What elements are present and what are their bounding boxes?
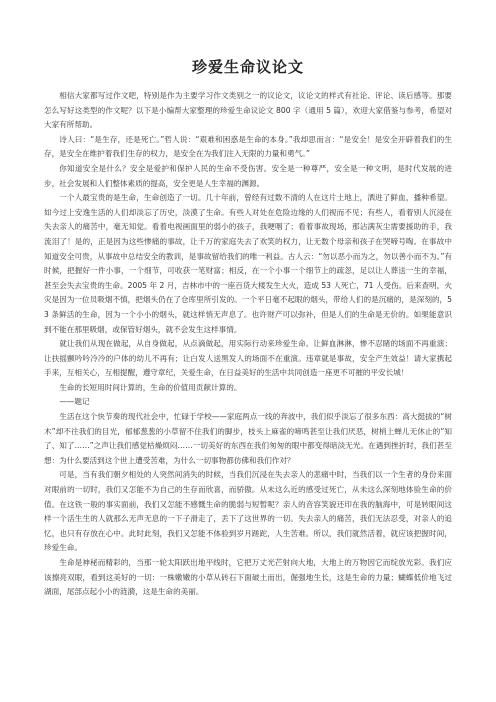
paragraph: 相信大家都写过作文吧，特别是作为主要学习作文类别之一的议论文，议论文的样式有社论、评论、读后感等。那要怎么写好这类型的作文呢？以下是小编帮大家整理的珍爱生命议论文 800 字（通用 5 篇），欢迎大家借鉴与参考，希望对大家有所帮助。 [44, 91, 452, 130]
paragraph: 生命的长短用时间计算的，生命的价值用贡献计算的。 [59, 382, 242, 392]
paragraph: 生命是神秘而精彩的，当那一轮太阳跃出地平线时，它把万丈光芒射向大地，大地上的万物因它而绽放光彩。我们应该擦亮双眼，看到这美好的一切：一株嫩嫩的小草从砖石下面破土而出，倔强地生长，这是生命的力量；蝴蝶低价地飞过湖面，尾部点起小小的涟漪，这是生命的美丽。 [44, 558, 452, 597]
document-title: 珍爱生命议论文 [191, 58, 304, 76]
paragraph: 就让我们从现在做起，从自身做起，从点滴做起，用实际行动来珍爱生命。让鲜血淋淋，惨不忍睹的场面不再重演；让扶摇颤吟吟冷冷的户体的幼儿不再有；让白发人送黑发人的场面不在重演。违章就是事故，安全产生效益！请大家携起手来，互相关心，互相提醒，遵守章纪，关爱生命，在日益美好的生活中共同创造一座更不可摧的平安长城！ [44, 339, 452, 378]
paragraph: 生活在这个快节奏的现代社会中，忙碌于学校——家庭两点一线的奔波中，我们似乎淡忘了很多东西：高大挺拔的“树木”却不往我们的目光，郁郁葱葱的小草留不住我们的脚步，枝头上麻雀的啼鸣甚至让我们厌恶，树梢上蝉儿无休止的“知了、知了……”之声让我们感觉枯燥烦闷……一切美好的东西在我们匆匆的眼中都变得暗淡无光。在遇到挫折时，我们甚至想：为什么要活到这个世上遭受苦难，为什么一切事物都仿佛和我们作对？ [44, 412, 452, 465]
epigraph: ——题记 [59, 397, 90, 407]
paragraph: 可是，当有我们朝夕相处的人突然间消失的时候，当我们沉浸在失去亲人的悲痛中时，当我们以一个生者的身份来面对眼前的一切时，我们又怎能不为自己的生存而欣喜，而骄傲。从未这么近的感受过死亡，从未这么深刻地体验生命的价值。在这铁一般的事实面前，我们又怎能不感慨生命的脆弱与短暂呢？亲人的音容笑貌还印在我的脑海中，可是转眼间这样一个活生生的人就那么无声无息的一下子滑走了，丢下了这世界的一切。失去亲人的痛苦，我们无法忍受，对亲人的追忆，也只有存放在心中。此时此刻，我们又怎能不体验到岁月蹉跎，人生苦难。所以，我们就然活着，就应该把握时间，珍爱生命。 [44, 470, 452, 553]
paragraph: 你知道安全是什么？安全是爱护和保护人民的生命不受伤害。安全是一种尊严，安全是一种文明，是时代发展的进步，社会发展和人们整体素质的提高，安全更是人生幸福的渊源。 [44, 163, 452, 188]
paragraph: 诗人曰：“是生存，还是死亡。”哲人说：“艰难和困惑是生命的本身。”我却思而言：“是安全！是安全开辟着我们的生存，是安全在维护着我们生存的权力，是安全在为我们注入无限的力量和勇气。” [44, 134, 452, 159]
document-body [44, 89, 452, 600]
paragraph: 一个人最宝贵的是生命，生命创造了一切。几十年前，曾经有过数不清的人在这片土地上，洒进了鲜血，播种希望。如今过上安逸生活的人们却淡忘了历史，淡漠了生命。有些人对处在危险边缘的人们视而不见；有些人，看着别人沉浸在失去亲人的痛苦中，毫无知觉。看着电视画面里的弱小的孩子，我哽咽了；看着事故现场，那沾满灰尘需要援助的手，我流泪了！是的，正是因为这些惨痛的事故，让千万的家庭失去了欢笑的权力，让无数个母亲和孩子在哭啼号啕。在事故中知道安全可贵，从事故中总结安全的教训，是事故留给我们的唯一利益。古人云：“勿以恶小而为之，勿以善小而不为。”有时候，把握好一件小事，一个细节，可收获一笔财富；相反，在一个小事一个细节上的疏忽，足以让人葬送一生的幸福，甚至会失去宝贵的生命。2005 年 2 月，吉林市中的一座百货大楼发生大火，造成 53 人死亡，71 人受伤。后来查明，火灾是因为一位员吸烟不慎，把烟头仍在了仓库里所引发的。一个平日毫不起眼的烟头，带给人们的是沉痛的，是深刻的，53 条鲜活的生命，因为一个小小的烟头，就这样悄无声息了。也许财产可以弥补，但是人们的生命是无价的。如果能意识到不能在那里吸烟，或保管好烟头，就不会发生这样事情。 [44, 193, 452, 334]
